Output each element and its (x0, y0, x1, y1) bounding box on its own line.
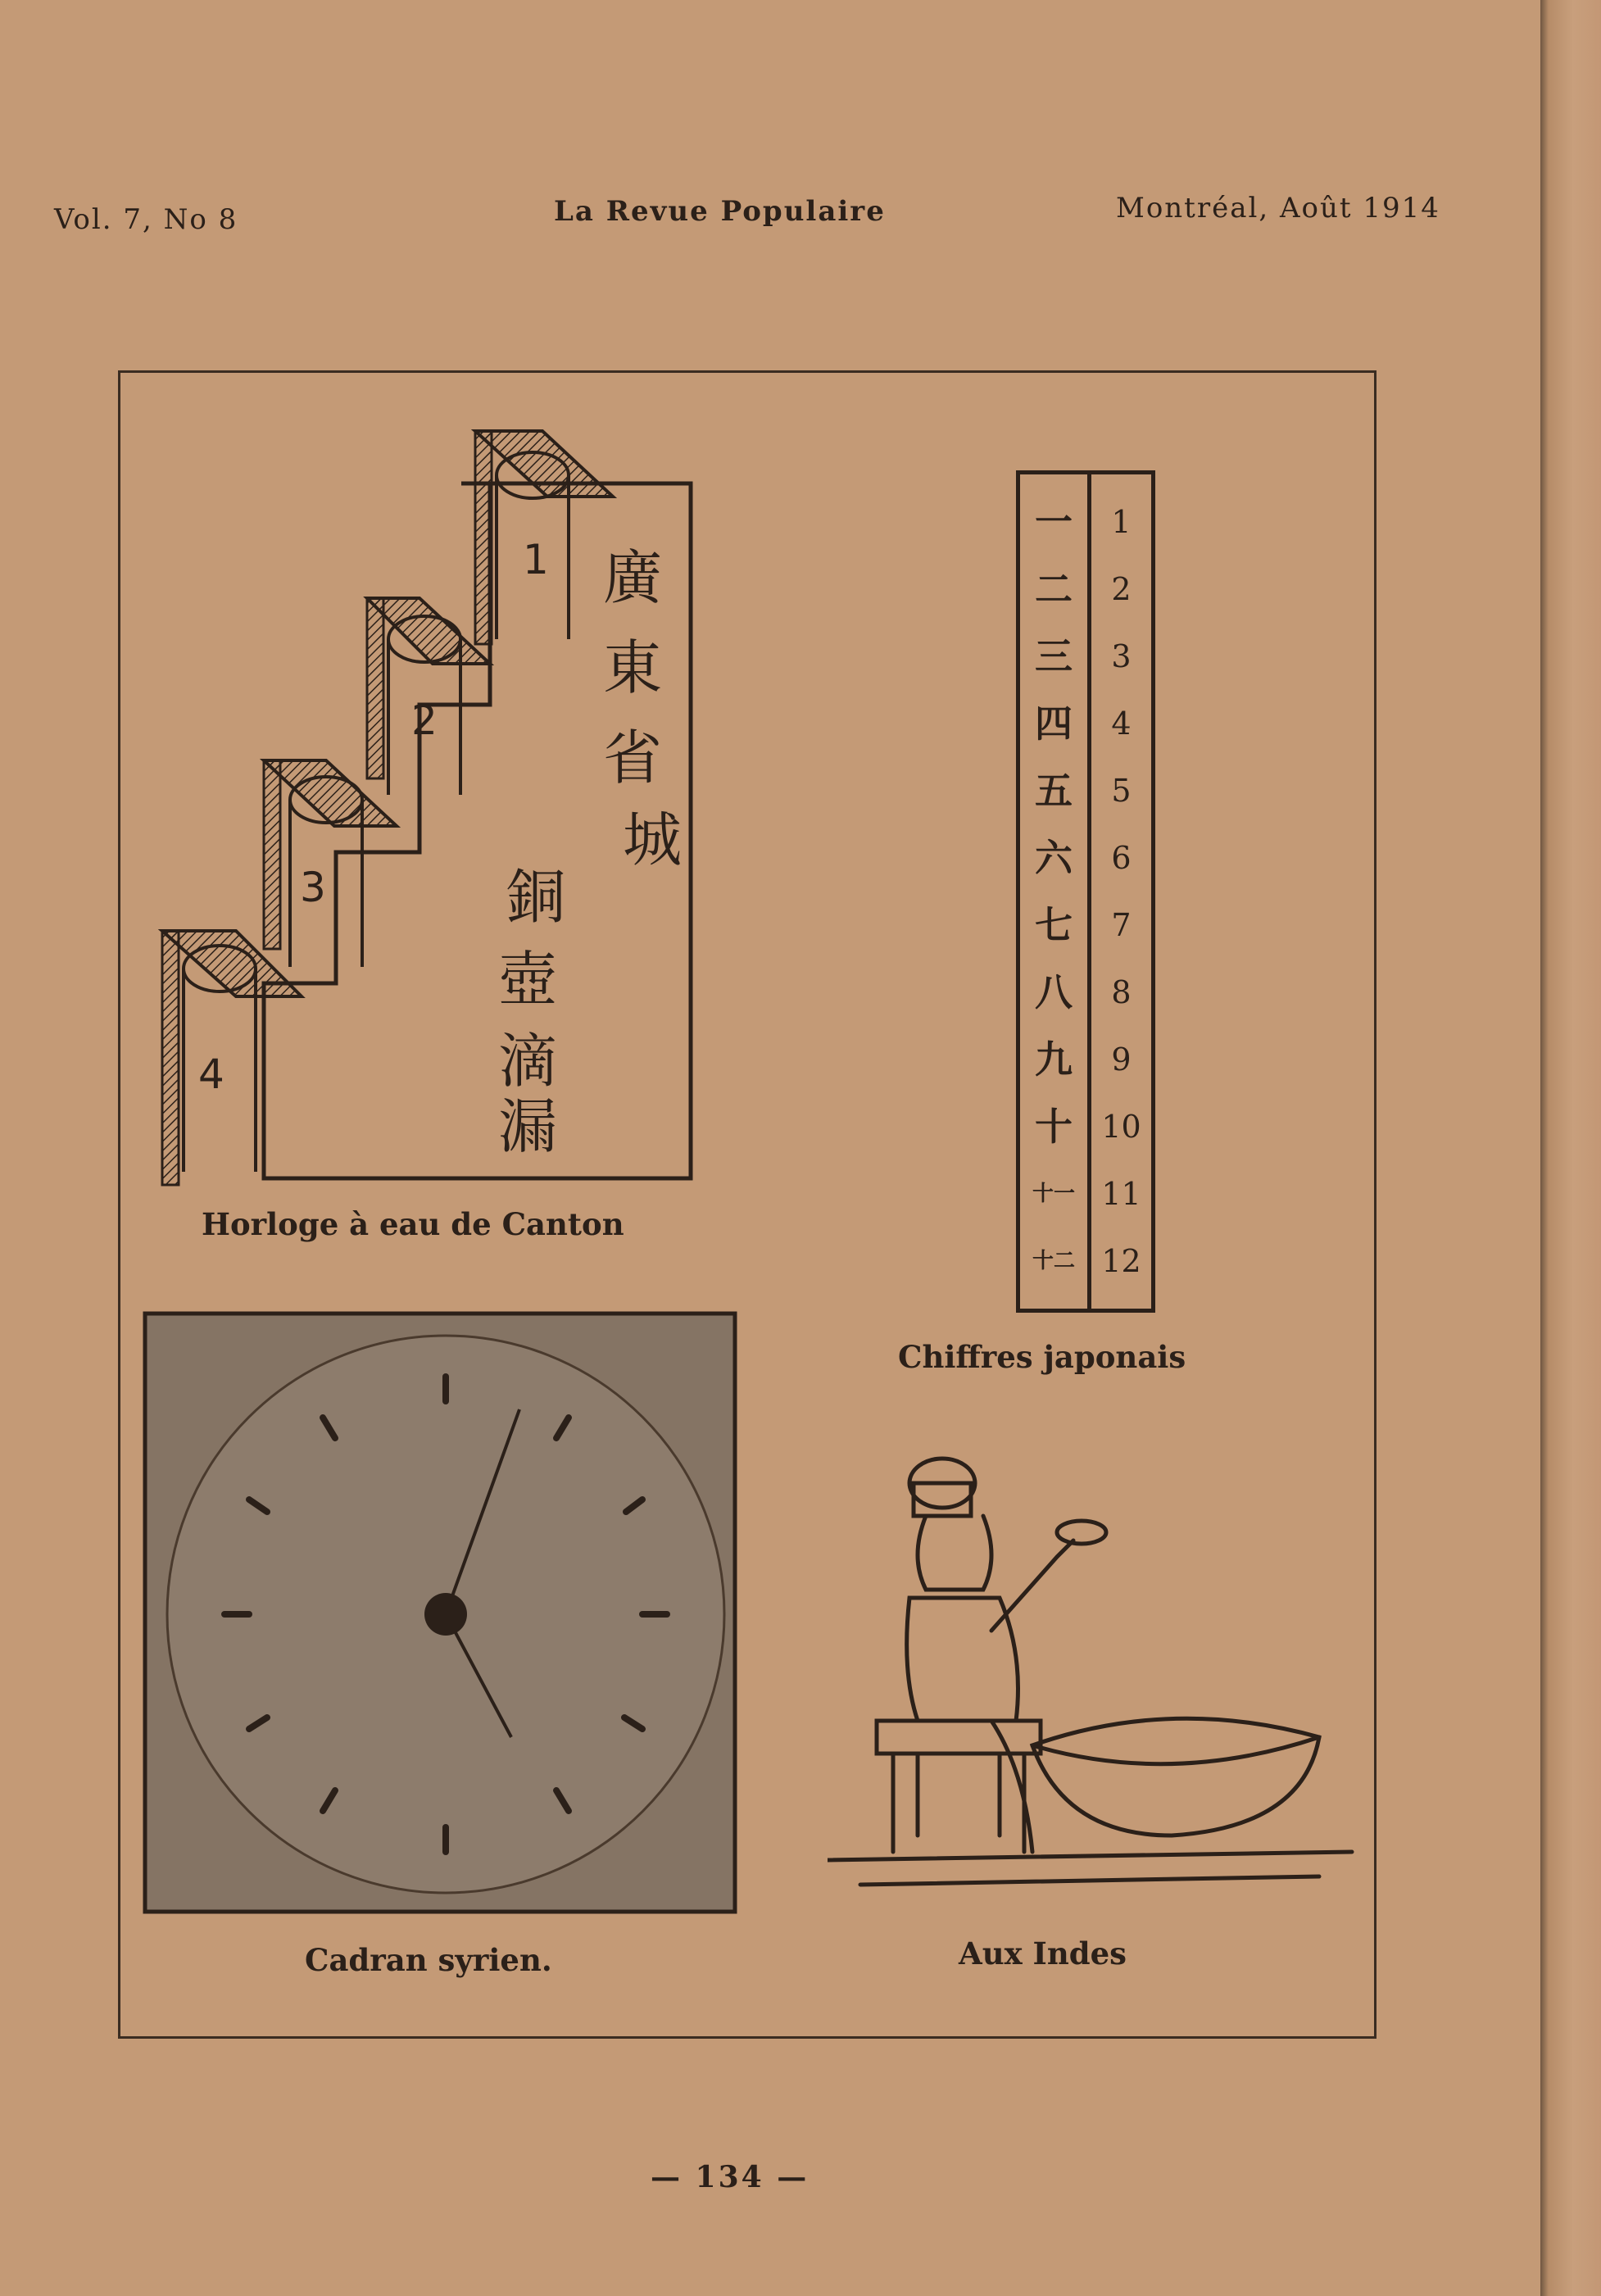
inscription-char: 壺 (498, 945, 558, 1014)
japanese-numeral-12: 十二 (1032, 1249, 1075, 1273)
japanese-numeral-5: 五 (1035, 769, 1073, 813)
arabic-numeral-7: 7 (1111, 907, 1132, 943)
japanese-numeral-2: 二 (1035, 567, 1073, 611)
syrian-dial-photo (143, 1311, 737, 1914)
vessel-number-4: 4 (198, 1050, 225, 1098)
caption-aux-indes: Aux Indes (959, 1935, 1127, 1972)
arabic-numeral-1: 1 (1111, 504, 1132, 540)
canton-water-clock-illustration (154, 426, 698, 1196)
arabic-numeral-9: 9 (1111, 1041, 1132, 1078)
arabic-numeral-4: 4 (1111, 706, 1132, 742)
japanese-numerals-table (1016, 470, 1155, 1313)
japanese-numeral-10: 十 (1035, 1105, 1073, 1149)
inscription-char: 廣 (603, 543, 663, 612)
japanese-numeral-4: 四 (1035, 701, 1073, 746)
caption-japanese-numerals: Chiffres japonais (898, 1339, 1186, 1375)
japanese-numeral-11: 十一 (1032, 1182, 1075, 1206)
aux-indes-engraving (828, 1426, 1368, 1917)
inscription-char: 東 (603, 633, 663, 702)
japanese-numeral-8: 八 (1035, 970, 1073, 1014)
inscription-char: 省 (603, 724, 663, 792)
japanese-numeral-6: 六 (1035, 836, 1073, 880)
arabic-numeral-10: 10 (1101, 1109, 1141, 1145)
arabic-column (1087, 470, 1155, 1313)
vessel-number-3: 3 (300, 864, 326, 911)
arabic-numeral-8: 8 (1111, 974, 1132, 1010)
arabic-numeral-5: 5 (1111, 773, 1132, 809)
header-date: Montréal, Août 1914 (1116, 192, 1440, 225)
arabic-numeral-12: 12 (1101, 1243, 1141, 1279)
inscription-char: 滴 (498, 1027, 558, 1096)
arabic-numeral-3: 3 (1111, 638, 1132, 674)
vessel-number-2: 2 (411, 697, 438, 744)
japanese-numeral-1: 一 (1035, 500, 1073, 544)
inscription-char: 城 (623, 805, 683, 874)
arabic-numeral-11: 11 (1101, 1176, 1141, 1212)
inscription-char: 漏 (498, 1092, 558, 1161)
header-volume: Vol. 7, No 8 (54, 203, 238, 236)
header-title: La Revue Populaire (554, 195, 886, 228)
page-number: — 134 — (651, 2160, 810, 2194)
caption-syrian-dial: Cadran syrien. (305, 1942, 552, 1978)
page-gutter-edge (1540, 0, 1601, 2296)
caption-canton-clock: Horloge à eau de Canton (202, 1206, 624, 1242)
japanese-numeral-9: 九 (1035, 1037, 1073, 1082)
inscription-char: 銅 (506, 863, 566, 932)
kanji-column (1016, 470, 1091, 1313)
japanese-numeral-3: 三 (1035, 634, 1073, 678)
arabic-numeral-2: 2 (1111, 571, 1132, 607)
vessel-number-1: 1 (523, 536, 549, 583)
japanese-numeral-7: 七 (1035, 903, 1073, 947)
arabic-numeral-6: 6 (1111, 840, 1132, 876)
